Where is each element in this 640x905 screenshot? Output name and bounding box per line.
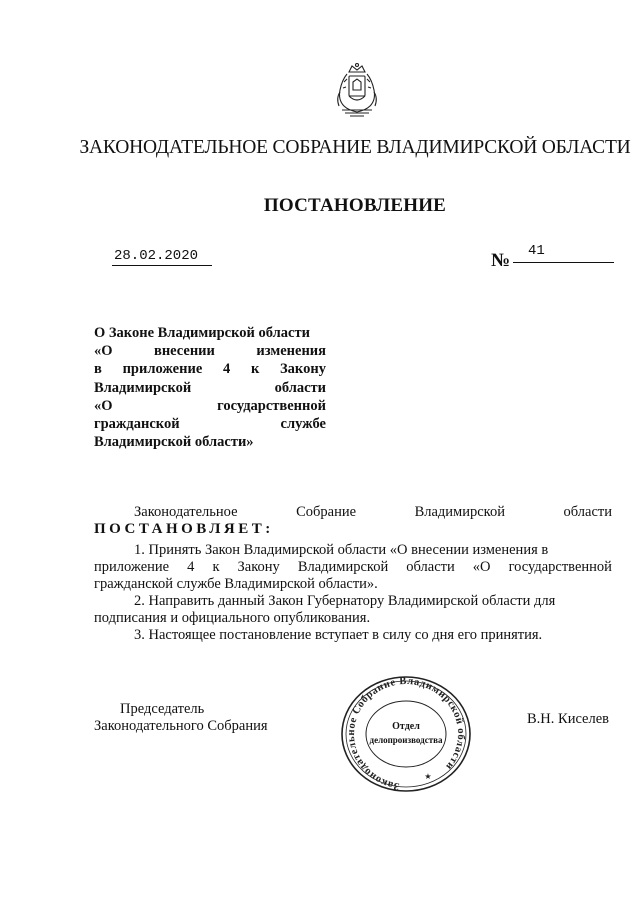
svg-text:Отдел: Отдел <box>392 721 420 732</box>
preamble: Законодательное Собрание Владимирской области <box>134 504 612 520</box>
document-date: 28.02.2020 <box>112 248 212 266</box>
subject-line: «О государственной <box>94 397 326 414</box>
document-number: 41 <box>513 244 614 263</box>
item-1-line-1: 1. Принять Закон Владимирской области «О внесении изменения в <box>134 542 549 558</box>
number-sign: № <box>491 250 511 271</box>
subject-line: «О внесении изменения <box>94 343 326 360</box>
subject-line: в приложение 4 к Закону <box>94 361 326 378</box>
svg-text:Законодательное Собрание Влади: Законодательное Собрание Владимирской области <box>345 675 467 792</box>
organization-name: ЗАКОНОДАТЕЛЬНОЕ СОБРАНИЕ ВЛАДИМИРСКОЙ ОБЛАСТИ <box>79 137 631 158</box>
subject-line: гражданской службе <box>94 416 326 433</box>
resolution-items <box>94 542 612 644</box>
svg-text:делопроизводства: делопроизводства <box>369 735 443 745</box>
document-type-title: ПОСТАНОВЛЕНИЕ <box>263 195 447 216</box>
signatory-position: Председатель Законодательного Собрания <box>94 701 268 734</box>
subject-line: О Законе Владимирской области <box>94 325 310 341</box>
round-seal-icon <box>336 672 476 792</box>
signatory-name: В.Н. Киселев <box>527 711 610 727</box>
item-1-line-2: приложение 4 к Закону Владимирской области «О государственной <box>94 559 612 575</box>
subject-line: Владимирской области» <box>94 434 254 451</box>
subject-block <box>94 324 326 451</box>
item-1-line-3: гражданской службе Владимирской области». <box>94 576 378 592</box>
svg-text:★: ★ <box>424 772 432 781</box>
item-2-line-2: подписания и официального опубликования. <box>94 610 371 626</box>
resolves-heading: ПОСТАНОВЛЯЕТ: <box>94 521 274 537</box>
subject-line: Владимирской области <box>94 379 326 396</box>
coat-of-arms-icon <box>334 62 380 120</box>
item-2-line-1: 2. Направить данный Закон Губернатору Владимирской области для <box>134 593 556 609</box>
item-3: 3. Настоящее постановление вступает в силу со дня его принятия. <box>134 627 543 643</box>
